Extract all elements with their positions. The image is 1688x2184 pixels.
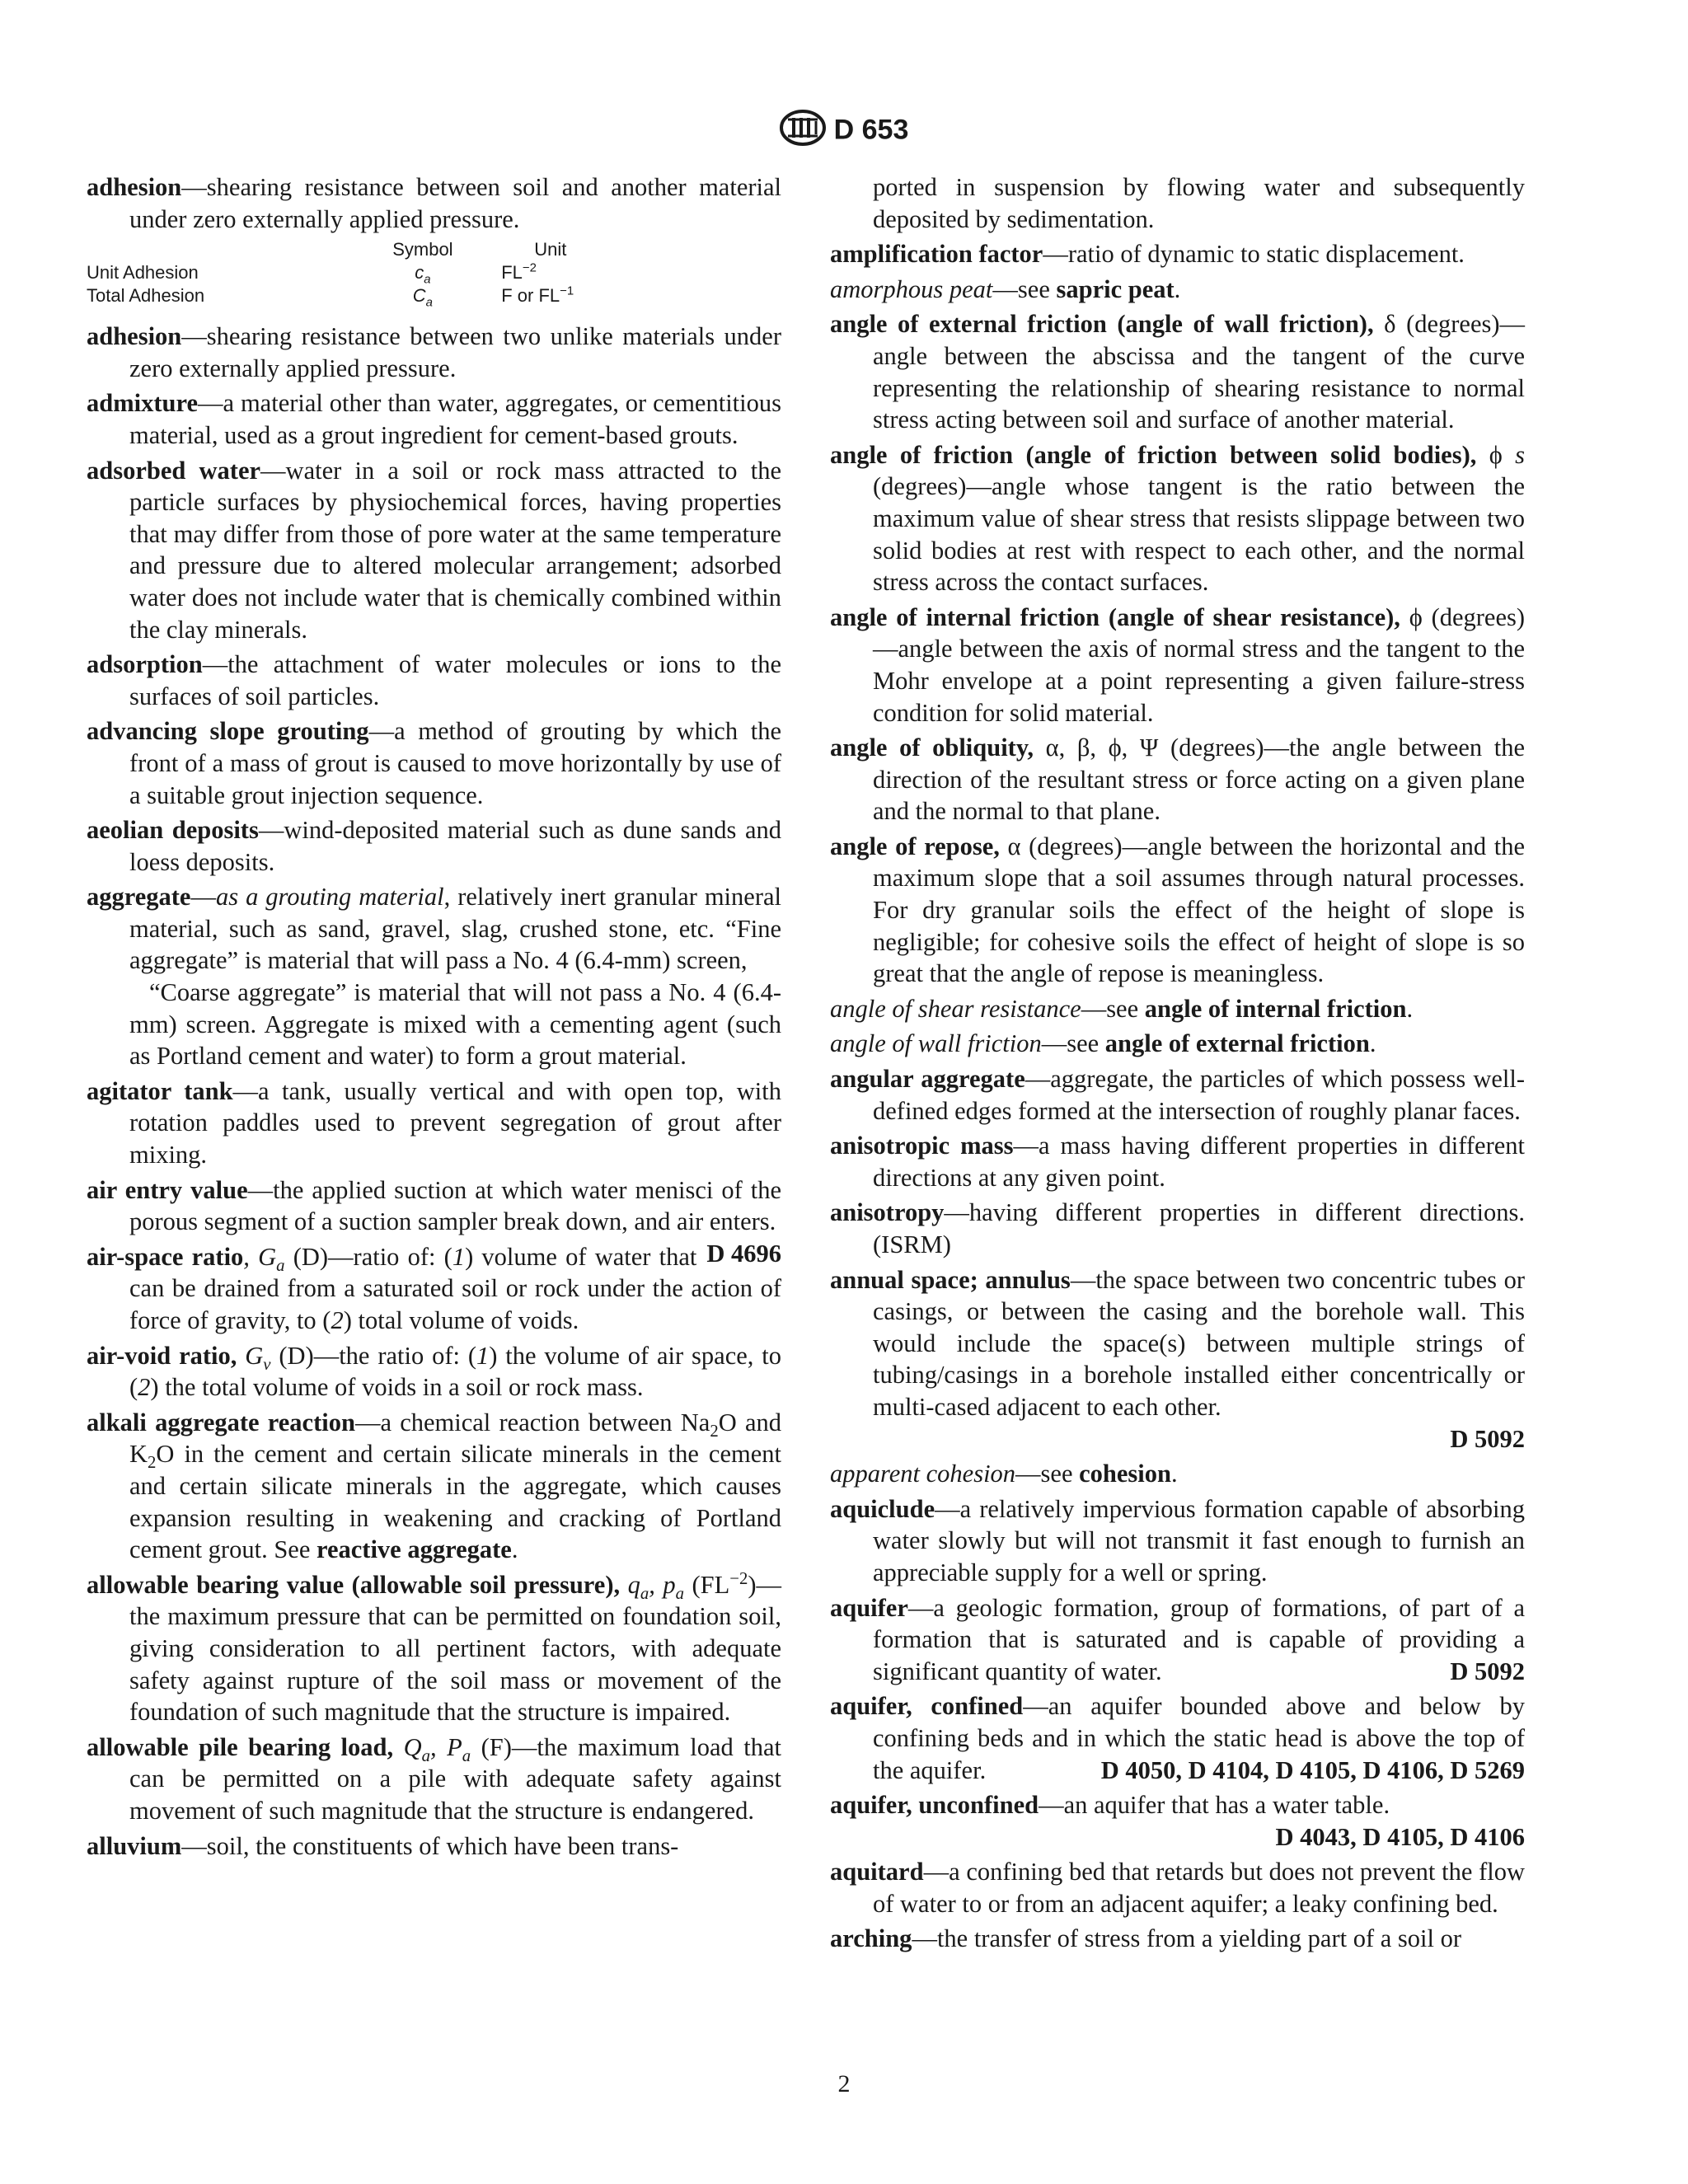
entry-aquifer-unconfined: aquifer, unconfined—an aquifer that has a water table. xyxy=(830,1791,1390,1820)
entry-aggregate-continued: “Coarse aggregate” is material that will not pass a No. 4 (6.4-mm) screen. Aggregate is mixed with a cementing agent (such as Portland cement and water) to form a grout material. xyxy=(129,978,781,1071)
astm-logo-icon xyxy=(780,110,826,153)
entry-angular-aggregate: angular aggregate—aggregate, the particles of which possess well-defined edges formed at the intersection of roughly planar faces. xyxy=(830,1065,1526,1125)
entry-admixture: admixture—a material other than water, aggregates, or cementitious material, used as a grout ingredient for cement-based grouts. xyxy=(87,389,781,449)
table-header-symbol: Symbol xyxy=(392,239,453,260)
entry-advancing-slope-grouting: advancing slope grouting—a method of grouting by which the front of a mass of grout is caused to move horizontally by use of a suitable grout injection sequence. xyxy=(87,717,781,809)
entry-anisotropic-mass: anisotropic mass—a mass having different properties in different directions at any given point. xyxy=(830,1132,1525,1192)
entry-adhesion-2: adhesion—shearing resistance between two unlike materials under zero externally applied pressure. xyxy=(87,322,781,382)
entry-arching: arching—the transfer of stress from a yielding part of a soil or xyxy=(830,1924,1462,1953)
entry-angle-of-friction: angle of friction (angle of friction between solid bodies), ϕ s (degrees)—angle whose tangent is the ratio between the maximum value of shear stress that resists slippage between two solid bodies at rest with respect to each other, and the normal stress across the contact surfaces. xyxy=(830,440,1526,597)
entry-angle-of-internal-friction: angle of internal friction (angle of shear resistance), ϕ (degrees)—angle between the axis of normal stress and the tangent to the Mohr envelope at a point representing a given failure-stress condition for solid material. xyxy=(830,602,1526,727)
entry-aquitard: aquitard—a confining bed that retards but does not prevent the flow of water to or from an adjacent aquifer; a leaky confining bed. xyxy=(830,1858,1525,1918)
adhesion-symbol-table xyxy=(87,238,705,310)
entry-allowable-pile-bearing-load: allowable pile bearing load, $Q_a$, $P_a$ (F)—the maximum load that can be permitted on a pile with adequate safety against movement of such magnitude that the structure is endangered. xyxy=(87,1732,782,1825)
entry-amplification-factor: amplification factor—ratio of dynamic to static displacement. xyxy=(830,240,1465,269)
entry-allowable-bearing-value: allowable bearing value (allowable soil pressure), $q_a$, $p_a$ $(FL^{-2})—the$ maximum pressure that can be permitted on foundation soil, giving consideration to all pertinent factors, with adequate safety against rupture of the soil mass or movement of the foundation of such magnitude that the structure is impaired. xyxy=(87,1569,782,1727)
entry-angle-of-shear-resistance: angle of shear resistance—see angle of internal friction. xyxy=(830,994,1414,1023)
left-column xyxy=(87,171,781,1865)
reference: D 5092 xyxy=(1450,1657,1525,1685)
entry-aquifer-confined: aquifer, confined—an aquifer bounded above and below by confining beds and in which the static head is above the top of the aquifer. D 4050, D 4104, D 4105, D 4106, D 5269 xyxy=(830,1690,1525,1786)
reference: D 4696 xyxy=(706,1239,781,1268)
entry-amorphous-peat: amorphous peat—see sapric peat. xyxy=(830,274,1181,303)
entry-angle-of-repose: angle of repose, α (degrees)—angle between the horizontal and the maximum slope that a soil assumes through natural processes. For dry granular soils the effect of the height of slope is negligible; for cohesive soils the effect of height of slope is so great that the angle of repose is meaningless. xyxy=(830,832,1526,988)
entry-alluvium: alluvium—soil, the constituents of which have been trans- xyxy=(87,1831,679,1860)
entry-adhesion-1: adhesion—shearing resistance between soil and another material under zero externally applied pressure. xyxy=(87,173,781,233)
entry-aquifer: aquifer—a geologic formation, group of formations, of part of a formation that is saturated and is capable of providing a significant quantity of water. D 5092 xyxy=(830,1592,1525,1688)
entry-aeolian-deposits: aeolian deposits—wind-deposited material such as dune sands and loess deposits. xyxy=(87,816,781,876)
entry-annual-space: annual space; annulus—the space between two concentric tubes or casings, or between the casing and the borehole wall. This would include the space(s) between multiple strings of tubing/casings in a borehole installed either concentrically or multi-cased adjacent to each other. xyxy=(830,1265,1525,1421)
entry-air-void-ratio: air-void ratio, $G_v$ (D)—the ratio of: (1) the volume of air space, to (2) the total volume of voids in a soil or rock mass. xyxy=(87,1341,781,1402)
entry-agitator-tank: agitator tank—a tank, usually vertical and with open top, with rotation paddles used to prevent segregation of grout after mixing. xyxy=(87,1076,781,1169)
reference: D 4043, D 4105, D 4106 xyxy=(1275,1822,1525,1851)
reference: D 5092 xyxy=(1450,1424,1525,1453)
table-row: Total Adhesion $C_a$ F or $FL^{-1}$ xyxy=(87,284,574,310)
entry-alluvium-continued: ported in suspension by flowing water and subsequently deposited by sedimentation. xyxy=(873,173,1525,233)
table-row: Unit Adhesion $c_a$ $FL^{-2}$ xyxy=(87,260,537,287)
entry-aggregate: aggregate—as a grouting material, relatively inert granular mineral material, such as sand, gravel, slag, crushed stone, etc. “Fine aggregate” is material that will pass a No. 4 (6.4-mm) screen, xyxy=(87,883,781,975)
entry-aquiclude: aquiclude—a relatively impervious formation capable of absorbing water slowly but will not transmit it fast enough to furnish an appreciable supply for a well or spring. xyxy=(830,1494,1525,1586)
reference: D 4050, D 4104, D 4105, D 4106, D 5269 xyxy=(1100,1755,1525,1784)
page-number: 2 xyxy=(837,2070,851,2097)
page-header xyxy=(0,110,1688,153)
table-header-unit: Unit xyxy=(534,239,567,260)
entry-angle-of-wall-friction: angle of wall friction—see angle of external friction. xyxy=(830,1029,1376,1058)
entry-angle-of-external-friction: angle of external friction (angle of wall friction), δ (degrees)—angle between the abscissa and the tangent of the curve representing the relationship of shearing resistance to normal stress acting between soil and surface of another material. xyxy=(830,310,1526,434)
right-column xyxy=(830,171,1525,1958)
document-id: D 653 xyxy=(833,114,909,146)
entry-adsorbed-water: adsorbed water—water in a soil or rock mass attracted to the particle surfaces by physiochemical forces, having properties that may differ from those of pore water at the same temperature and pressure due to altered molecular arrangement; adsorbed water does not include water that is chemically combined within the clay minerals. xyxy=(87,456,781,644)
entry-anisotropy: anisotropy—having different properties in different directions. (ISRM) xyxy=(830,1198,1525,1258)
entry-angle-of-obliquity: angle of obliquity, α, β, ϕ, Ψ (degrees)—the angle between the direction of the resultant stress or force acting on a given plane and the normal to that plane. xyxy=(830,733,1526,826)
entry-apparent-cohesion: apparent cohesion—see cohesion. xyxy=(830,1460,1178,1488)
entry-adsorption: adsorption—the attachment of water molecules or ions to the surfaces of soil particles. xyxy=(87,650,781,710)
entry-alkali-aggregate-reaction: alkali aggregate reaction—a chemical reaction between $Na_2O$ and $K_2O$ in the cement and certain silicate minerals in the cement and certain silicate minerals in the aggregate, which causes expansion resulting in weakening and cracking of Portland cement grout. See reactive aggregate. xyxy=(87,1408,781,1564)
entry-air-entry-value: air entry value—the applied suction at which water menisci of the porous segment of a suction sampler break down, and air enters. D 4696 xyxy=(87,1174,781,1238)
entry-air-space-ratio: air-space ratio, $G_a$ (D)—ratio of: (1) volume of water that can be drained from a saturated soil or rock under the action of force of gravity, to (2) total volume of voids. xyxy=(87,1242,781,1334)
